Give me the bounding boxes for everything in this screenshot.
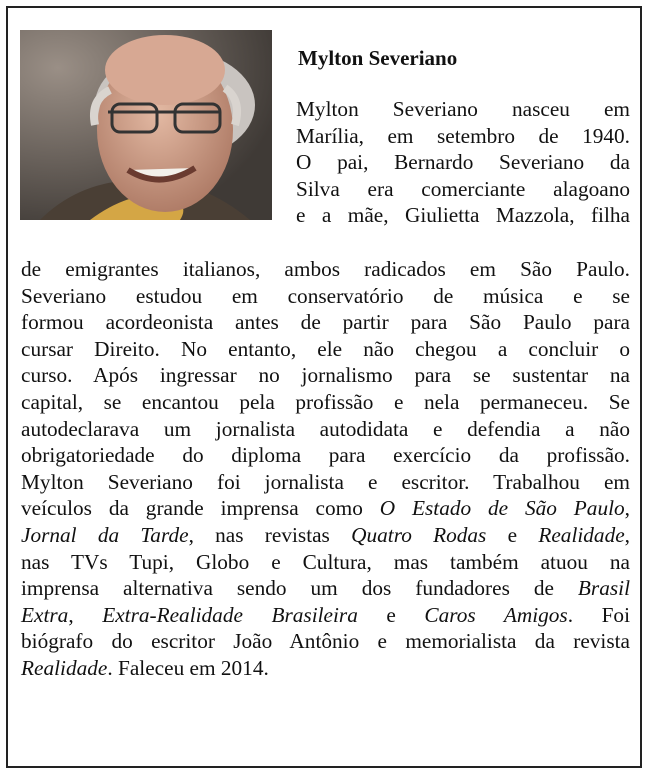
text-run: , <box>68 602 103 627</box>
italic-title: O Estado de São Paulo <box>379 496 625 521</box>
text-run: , nas revistas <box>188 522 352 547</box>
text-run: . Faleceu em 2014. <box>107 655 269 680</box>
portrait-photo <box>20 30 272 220</box>
bio-line: Marília, em setembro de 1940. <box>296 123 630 148</box>
bio-body <box>21 256 630 682</box>
text-run: e <box>357 602 425 627</box>
bio-line: Severiano estudou em conservatório de música e se <box>21 283 630 308</box>
italic-title: Caros Amigos <box>424 602 568 627</box>
text-run: imprensa alternativa sendo um dos fundadores de <box>21 576 578 601</box>
bio-line <box>21 655 630 682</box>
bio-line: de emigrantes italianos, ambos radicados em São Paulo. <box>21 257 630 281</box>
bio-line: autodeclarava um jornalista autodidata e defendia a não <box>21 416 630 441</box>
text-run: veículos da grande imprensa como <box>21 496 380 521</box>
bio-line: Mylton Severiano foi jornalista e escritor. Trabalhou em <box>21 469 630 494</box>
portrait-image <box>20 30 272 220</box>
italic-title: Jornal da Tarde <box>21 522 189 547</box>
text-run: , <box>624 522 630 547</box>
text-run: nas TVs Tupi, Globo e Cultura, mas também atuou na <box>21 549 630 574</box>
italic-title: Realidade <box>538 522 625 547</box>
bio-line: capital, se encantou pela profissão e nela permaneceu. Se <box>21 389 630 414</box>
bio-line: cursar Direito. No entanto, ele não chegou a concluir o <box>21 336 630 361</box>
bio-line <box>21 575 630 602</box>
bio-intro <box>296 96 630 229</box>
bio-line: e a mãe, Giulietta Mazzola, filha <box>296 203 630 228</box>
bio-line: Mylton Severiano nasceu em <box>296 97 630 121</box>
bio-line: Silva era comerciante alagoano <box>296 176 630 201</box>
italic-title: Quatro Rodas <box>351 522 487 547</box>
bio-line <box>21 522 630 549</box>
text-run: . Foi <box>567 602 630 627</box>
bio-line <box>21 628 630 655</box>
bio-line: curso. Após ingressar no jornalismo para se sustentar na <box>21 363 630 388</box>
bio-card <box>6 6 642 768</box>
italic-title: Realidade <box>21 655 108 680</box>
bio-line: obrigatoriedade do diploma para exercício da profissão. <box>21 443 630 468</box>
bio-line <box>21 602 630 629</box>
bio-line <box>21 495 630 522</box>
bio-line: O pai, Bernardo Severiano da <box>296 150 630 175</box>
bio-line <box>21 549 630 576</box>
bio-line: formou acordeonista antes de partir para São Paulo para <box>21 310 630 335</box>
text-run: biógrafo do escritor João Antônio e memorialista da revista <box>21 629 630 654</box>
italic-title: Brasil <box>577 576 630 601</box>
italic-title: Extra-Realidade Brasileira <box>102 602 358 627</box>
profile-name: Mylton Severiano <box>298 46 458 70</box>
italic-title: Extra <box>21 602 69 627</box>
text-run: e <box>486 522 539 547</box>
text-run: , <box>624 496 630 521</box>
bio-rich-lines <box>21 495 630 681</box>
